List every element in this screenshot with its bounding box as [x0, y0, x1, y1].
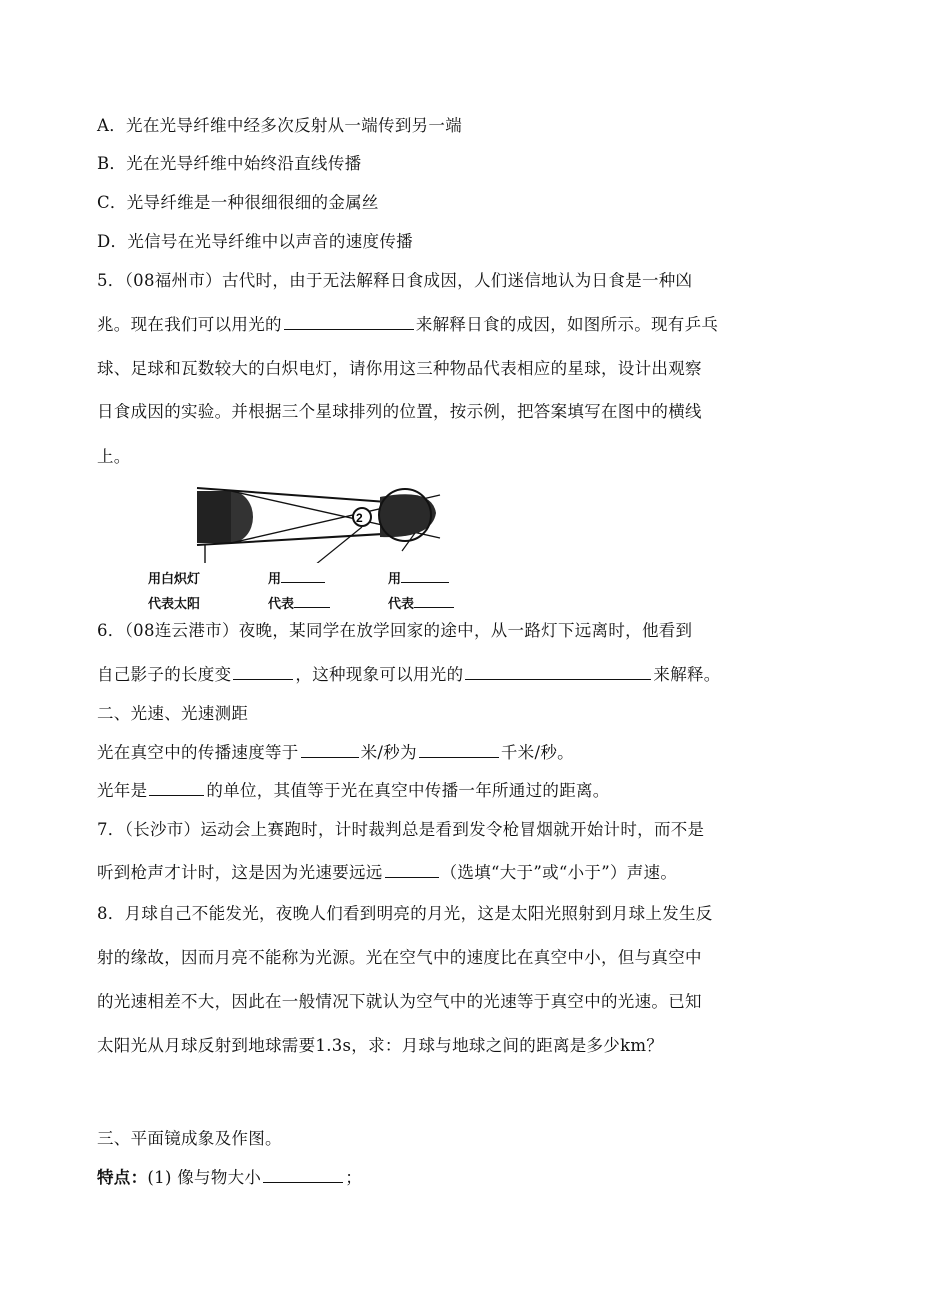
feature-blank[interactable]	[263, 1181, 343, 1183]
speed-line: 光在真空中的传播速度等于 米/秒为 千米/秒。	[97, 743, 574, 762]
eclipse-figure	[140, 483, 470, 613]
q8-line-3: 的光速相差不大，因此在一般情况下就认为空气中的光速等于真空中的光速。已知	[97, 992, 702, 1011]
label-use-3: 用	[388, 568, 449, 587]
q8-line-2: 射的缘故，因而月亮不能称为光源。光在空气中的速度比在真空中小，但与真空中	[97, 948, 702, 967]
option-c: C．光导纤维是一种很细很细的金属丝	[97, 193, 379, 212]
blank-use-2[interactable]	[281, 581, 325, 583]
speed-blank-2[interactable]	[419, 756, 499, 758]
q5-line-2	[97, 311, 718, 335]
label-use-bulb: 用白炽灯	[148, 572, 201, 587]
q5-text-b: 来解释日食的成因，如图所示。现有乒乓	[415, 315, 719, 334]
speed-blank-1[interactable]	[301, 756, 359, 758]
q6-line-2: 自己影子的长度变 ，这种现象可以用光的 来解释。	[97, 665, 721, 684]
option-d: D．光信号在光导纤维中以声音的速度传播	[97, 232, 413, 251]
label-represent-sun: 代表太阳	[148, 597, 201, 612]
svg-text:2: 2	[356, 511, 363, 525]
q5-line-4: 日食成因的实验。并根据三个星球排列的位置，按示例，把答案填写在图中的横线	[97, 402, 702, 421]
q7-line-2: 听到枪声才计时，这是因为光速要远远 （选填“大于”或“小于”）声速。	[97, 863, 678, 882]
option-b: B．光在光导纤维中始终沿直线传播	[97, 154, 362, 173]
q6-blank-1[interactable]	[233, 678, 293, 680]
blank-use-3[interactable]	[401, 581, 449, 583]
section3-heading: 三、平面镜成象及作图。	[97, 1129, 282, 1148]
q5-blank-1[interactable]	[284, 328, 414, 330]
light-year-line: 光年是 的单位，其值等于光在真空中传播一年所通过的距离。	[97, 781, 610, 800]
q7-line-1: 7．（长沙市）运动会上赛跑时，计时裁判总是看到发令枪冒烟就开始计时，而不是	[97, 820, 705, 839]
sun-bulb-arc	[231, 491, 253, 543]
section2-heading: 二、光速、光速测距	[97, 704, 249, 723]
option-a: A．光在光导纤维中经多次反射从一端传到另一端	[97, 116, 463, 135]
label-represent-2: 代表	[268, 593, 330, 612]
label-use-2: 用	[268, 568, 325, 587]
q6-blank-2[interactable]	[465, 678, 651, 680]
sun-bulb-shape	[197, 491, 231, 543]
q7-blank[interactable]	[385, 876, 439, 878]
q5-line-3: 球、足球和瓦数较大的白炽电灯，请你用这三种物品代表相应的星球，设计出观察	[97, 359, 702, 378]
blank-represent-3[interactable]	[414, 606, 454, 608]
blank-represent-2[interactable]	[294, 606, 330, 608]
label-represent-3: 代表	[388, 593, 454, 612]
q5-line-1: 5．（08福州市）古代时，由于无法解释日食成因，人们迷信地认为日食是一种凶	[97, 271, 693, 290]
feature-label: 特点：	[97, 1168, 148, 1187]
feature-line: 特点：(1) 像与物大小 ；	[97, 1168, 363, 1187]
q8-line-4: 太阳光从月球反射到地球需要1.3s，求：月球与地球之间的距离是多少km？	[97, 1036, 664, 1055]
q6-line-1: 6．（08连云港市）夜晚，某同学在放学回家的途中，从一路灯下远离时，他看到	[97, 621, 693, 640]
eclipse-diagram	[140, 483, 470, 563]
q5-line-5: 上。	[97, 447, 131, 466]
q5-text-a: 兆。现在我们可以用光的	[97, 315, 282, 334]
q8-line-1: 8．月球自己不能发光，夜晚人们看到明亮的月光，这是太阳光照射到月球上发生反	[97, 904, 713, 923]
light-year-blank[interactable]	[149, 794, 204, 796]
